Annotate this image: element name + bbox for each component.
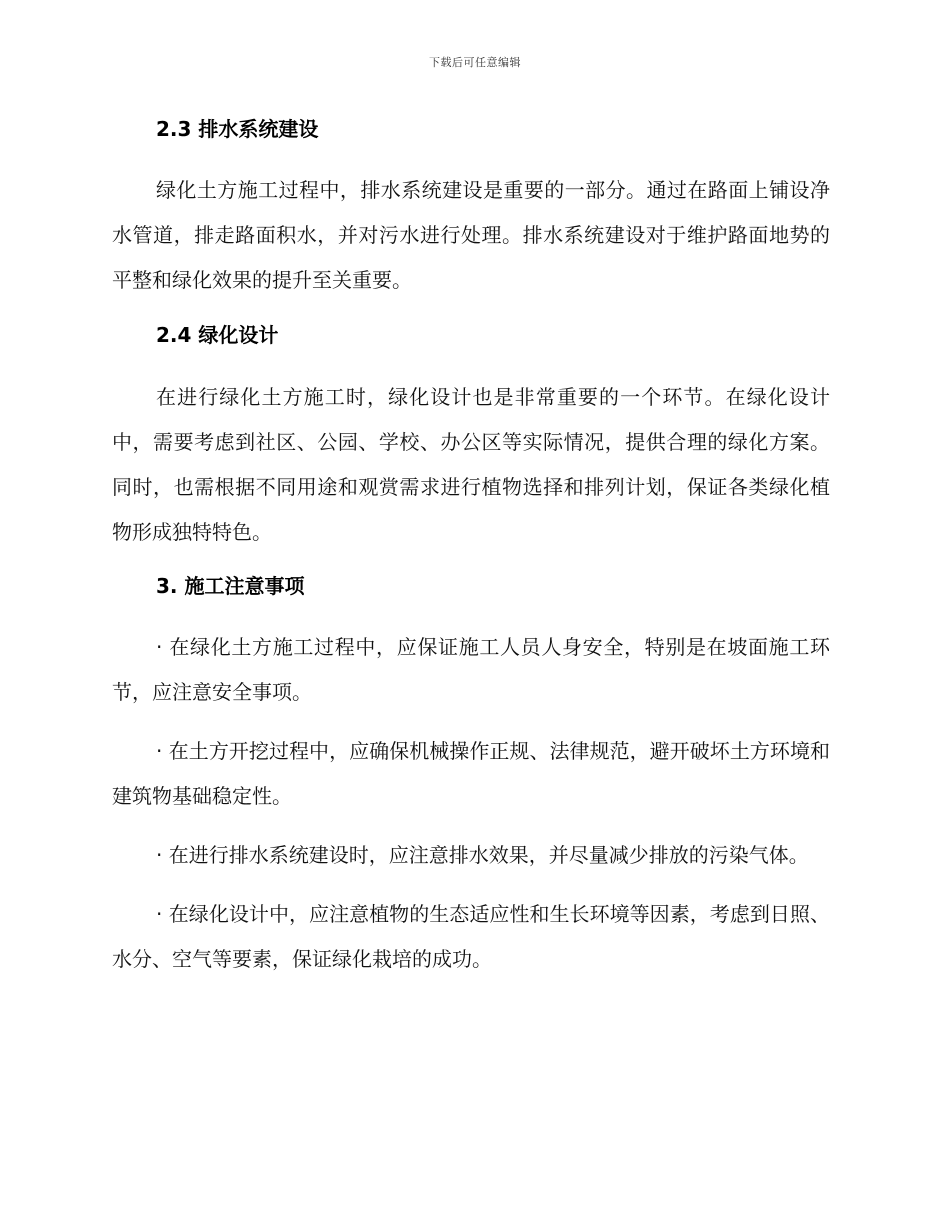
document-body [112, 112, 830, 982]
bullet-item-planting: · 在绿化设计中，应注意植物的生态适应性和生长环境等因素，考虑到日照、水分、空气等要素，保证绿化栽培的成功。 [112, 902, 830, 971]
bullet-item-excavation: · 在土方开挖过程中，应确保机械操作正规、法律规范，避开破坏土方环境和建筑物基础稳定性。 [112, 739, 830, 808]
section-heading-2-3: 2.3 排水系统建设 [156, 117, 319, 141]
section-heading-2-4: 2.4 绿化设计 [156, 323, 279, 347]
bullet-item-drainage: · 在进行排水系统建设时，应注意排水效果，并尽量减少排放的污染气体。 [156, 843, 809, 867]
header-note: 下载后可任意编辑 [429, 56, 521, 69]
bullet-item-safety: · 在绿化土方施工过程中，应保证施工人员人身安全，特别是在坡面施工环节，应注意安全事项。 [112, 635, 830, 704]
paragraph-drainage: 绿化土方施工过程中，排水系统建设是重要的一部分。通过在路面上铺设净水管道，排走路面积水，并对污水进行处理。排水系统建设对于维护路面地势的平整和绿化效果的提升至关重要。 [112, 178, 830, 292]
section-heading-3: 3. 施工注意事项 [156, 574, 305, 598]
paragraph-greening-design: 在进行绿化土方施工时，绿化设计也是非常重要的一个环节。在绿化设计中，需要考虑到社区、公园、学校、办公区等实际情况，提供合理的绿化方案。同时，也需根据不同用途和观赏需求进行植物选择和排列计划，保证各类绿化植物形成独特特色。 [112, 385, 830, 544]
